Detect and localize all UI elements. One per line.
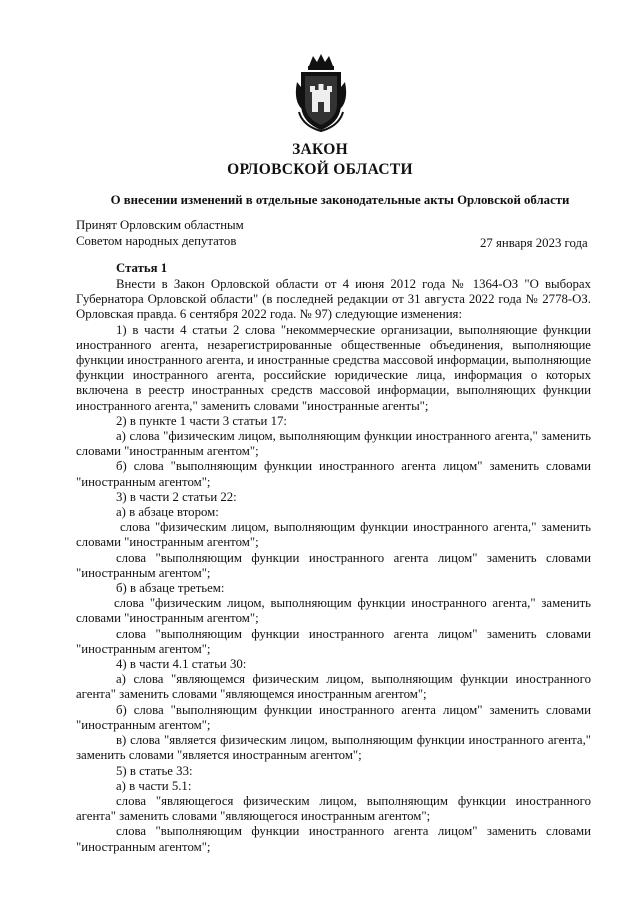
article-paragraph: слова "физическим лицом, выполняющим функции иностранного агента," заменить словами "иностранным агентом"; [76,596,591,626]
law-subtitle: О внесении изменений в отдельные законодательные акты Орловской области [110,193,570,207]
article-paragraph: б) слова "выполняющим функции иностранного агента лицом" заменить словами "иностранным агентом"; [76,459,591,489]
adoption-line: Принят Орловским областным [76,218,244,232]
article-paragraph: Внести в Закон Орловской области от 4 июня 2012 года № 1364-ОЗ "О выборах Губернатора Орловской области" (в последней редакции от 31 августа 2022 года № 2778-ОЗ. Орловская правда. 6 сентября 2022 года. № 97) следующие изменения: [76,277,591,322]
article-paragraph: б) в абзаце третьем: [116,581,225,596]
law-region-title: ОРЛОВСКОЙ ОБЛАСТИ [227,161,413,178]
article-paragraph: слова "выполняющим функции иностранного агента лицом" заменить словами "иностранным агентом"; [76,550,591,580]
adoption-line: Советом народных депутатов [76,234,237,248]
article-paragraph: б) слова "выполняющим функции иностранного агента лицом" заменить словами "иностранным агентом"; [76,702,591,732]
article-paragraph: а) слова "физическим лицом, выполняющим функции иностранного агента," заменить словами "иностранным агентом"; [76,429,591,459]
article-paragraph: слова "физическим лицом, выполняющим функции иностранного агента," заменить словами "иностранным агентом"; [76,520,591,550]
article-paragraph: 2) в пункте 1 части 3 статьи 17: [116,413,287,428]
article-paragraph: слова "выполняющим функции иностранного агента лицом" заменить словами "иностранным агентом"; [76,626,591,656]
adoption-block [76,217,244,249]
article-paragraph: а) в части 5.1: [116,778,192,793]
article-paragraph: 1) в части 4 статьи 2 слова "некоммерческие организации, выполняющие функции иностранного агента, незарегистрированные общественные объединения, выполняющие функции иностранного агента, и иностранные средства массовой информации, выполняющие функции иностранного агента, российские юридические лица, информация о которых включена в реестр иностранных средств массовой информации, выполняющих функции иностранного агента," заменить словами "иностранные агенты"; [76,322,591,413]
article-paragraph: 4) в части 4.1 статьи 30: [116,657,247,672]
article-paragraph: слова "выполняющим функции иностранного агента лицом" заменить словами "иностранным агентом"; [76,824,591,854]
article-heading: Статья 1 [116,261,168,275]
article-paragraph: слова "являющегося физическим лицом, выполняющим функции иностранного агента" заменить словами "являющегося иностранным агентом"; [76,793,591,824]
law-title: ЗАКОН [292,141,348,158]
adoption-date: 27 января 2023 года [480,236,588,250]
article-paragraph: в) слова "является физическим лицом, выполняющим функции иностранного агента," заменить словами "является иностранным агентом"; [76,733,591,763]
article-paragraph: а) слова "являющемся физическим лицом, выполняющим функции иностранного агента" заменить словами "являющемся иностранным агентом"; [76,672,591,702]
article-paragraph: а) в абзаце втором: [116,505,219,520]
article-paragraph: 3) в части 2 статьи 22: [116,489,237,504]
article-body [76,277,591,855]
article-paragraph: 5) в статье 33: [116,763,193,778]
coat-of-arms-icon [293,52,349,132]
